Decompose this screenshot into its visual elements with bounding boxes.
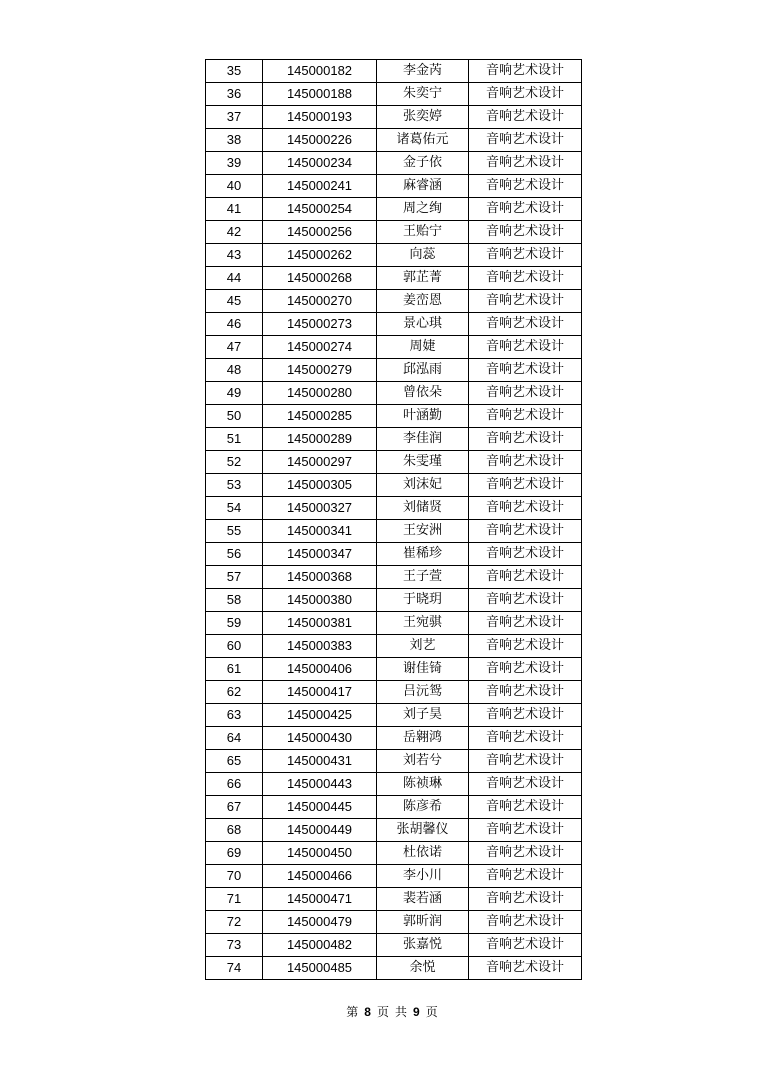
- row-number-cell: 43: [206, 244, 263, 267]
- student-name-cell: 王宛骐: [377, 612, 469, 635]
- exam-id-cell: 145000430: [263, 727, 377, 750]
- row-number-cell: 54: [206, 497, 263, 520]
- major-cell: 音响艺术设计: [469, 83, 582, 106]
- table-row: [206, 635, 582, 658]
- row-number-cell: 52: [206, 451, 263, 474]
- row-number-cell: 46: [206, 313, 263, 336]
- student-name-cell: 麻睿涵: [377, 175, 469, 198]
- exam-id-cell: 145000182: [263, 60, 377, 83]
- student-name-cell: 李小川: [377, 865, 469, 888]
- footer-total-label: 共: [395, 1005, 408, 1019]
- major-cell: 音响艺术设计: [469, 566, 582, 589]
- student-name-cell: 刘沫妃: [377, 474, 469, 497]
- table-row: [206, 451, 582, 474]
- student-name-cell: 金子依: [377, 152, 469, 175]
- student-name-cell: 姜峦恩: [377, 290, 469, 313]
- major-cell: 音响艺术设计: [469, 359, 582, 382]
- major-cell: 音响艺术设计: [469, 451, 582, 474]
- major-cell: 音响艺术设计: [469, 382, 582, 405]
- major-cell: 音响艺术设计: [469, 681, 582, 704]
- student-name-cell: 余悦: [377, 957, 469, 980]
- table-row: [206, 474, 582, 497]
- exam-id-cell: 145000368: [263, 566, 377, 589]
- student-name-cell: 岳翱鸿: [377, 727, 469, 750]
- table-row: [206, 244, 582, 267]
- table-row: [206, 106, 582, 129]
- row-number-cell: 36: [206, 83, 263, 106]
- exam-id-cell: 145000347: [263, 543, 377, 566]
- student-name-cell: 王安洲: [377, 520, 469, 543]
- exam-id-cell: 145000305: [263, 474, 377, 497]
- row-number-cell: 58: [206, 589, 263, 612]
- exam-id-cell: 145000406: [263, 658, 377, 681]
- table-row: [206, 267, 582, 290]
- major-cell: 音响艺术设计: [469, 865, 582, 888]
- row-number-cell: 47: [206, 336, 263, 359]
- major-cell: 音响艺术设计: [469, 129, 582, 152]
- exam-id-cell: 145000289: [263, 428, 377, 451]
- major-cell: 音响艺术设计: [469, 60, 582, 83]
- student-name-cell: 景心琪: [377, 313, 469, 336]
- major-cell: 音响艺术设计: [469, 796, 582, 819]
- student-name-cell: 陈祯琳: [377, 773, 469, 796]
- exam-id-cell: 145000485: [263, 957, 377, 980]
- row-number-cell: 63: [206, 704, 263, 727]
- row-number-cell: 57: [206, 566, 263, 589]
- table-row: [206, 681, 582, 704]
- major-cell: 音响艺术设计: [469, 474, 582, 497]
- major-cell: 音响艺术设计: [469, 957, 582, 980]
- table-row: [206, 175, 582, 198]
- row-number-cell: 35: [206, 60, 263, 83]
- table-row: [206, 382, 582, 405]
- student-name-cell: 向蕊: [377, 244, 469, 267]
- major-cell: 音响艺术设计: [469, 198, 582, 221]
- footer-prefix: 第: [346, 1005, 359, 1019]
- exam-id-cell: 145000425: [263, 704, 377, 727]
- exam-id-cell: 145000285: [263, 405, 377, 428]
- row-number-cell: 38: [206, 129, 263, 152]
- student-name-cell: 邱泓雨: [377, 359, 469, 382]
- row-number-cell: 41: [206, 198, 263, 221]
- exam-id-cell: 145000280: [263, 382, 377, 405]
- row-number-cell: 71: [206, 888, 263, 911]
- student-name-cell: 王子萱: [377, 566, 469, 589]
- student-name-cell: 郭芷菁: [377, 267, 469, 290]
- exam-id-cell: 145000482: [263, 934, 377, 957]
- student-name-cell: 郭昕润: [377, 911, 469, 934]
- table-row: [206, 198, 582, 221]
- table-row: [206, 727, 582, 750]
- table-row: [206, 934, 582, 957]
- exam-id-cell: 145000226: [263, 129, 377, 152]
- row-number-cell: 74: [206, 957, 263, 980]
- major-cell: 音响艺术设计: [469, 888, 582, 911]
- student-name-cell: 周之绚: [377, 198, 469, 221]
- row-number-cell: 68: [206, 819, 263, 842]
- exam-id-cell: 145000241: [263, 175, 377, 198]
- major-cell: 音响艺术设计: [469, 934, 582, 957]
- major-cell: 音响艺术设计: [469, 704, 582, 727]
- student-name-cell: 周婕: [377, 336, 469, 359]
- page-footer: [0, 1003, 784, 1020]
- row-number-cell: 64: [206, 727, 263, 750]
- table-row: [206, 773, 582, 796]
- major-cell: 音响艺术设计: [469, 842, 582, 865]
- major-cell: 音响艺术设计: [469, 336, 582, 359]
- exam-id-cell: 145000270: [263, 290, 377, 313]
- row-number-cell: 60: [206, 635, 263, 658]
- table-row: [206, 566, 582, 589]
- major-cell: 音响艺术设计: [469, 658, 582, 681]
- table-row: [206, 589, 582, 612]
- table-row: [206, 520, 582, 543]
- major-cell: 音响艺术设计: [469, 221, 582, 244]
- row-number-cell: 50: [206, 405, 263, 428]
- table-row: [206, 428, 582, 451]
- exam-id-cell: 145000341: [263, 520, 377, 543]
- student-name-cell: 刘子昊: [377, 704, 469, 727]
- footer-page-unit: 页: [376, 1005, 389, 1019]
- table-row: [206, 957, 582, 980]
- table-row: [206, 60, 582, 83]
- major-cell: 音响艺术设计: [469, 313, 582, 336]
- table-row: [206, 796, 582, 819]
- table-row: [206, 865, 582, 888]
- student-name-cell: 诸葛佑元: [377, 129, 469, 152]
- student-table-body: [206, 60, 582, 980]
- student-name-cell: 张胡馨仪: [377, 819, 469, 842]
- row-number-cell: 67: [206, 796, 263, 819]
- exam-id-cell: 145000431: [263, 750, 377, 773]
- major-cell: 音响艺术设计: [469, 635, 582, 658]
- major-cell: 音响艺术设计: [469, 106, 582, 129]
- student-table: [205, 59, 582, 980]
- exam-id-cell: 145000262: [263, 244, 377, 267]
- row-number-cell: 65: [206, 750, 263, 773]
- table-row: [206, 750, 582, 773]
- row-number-cell: 69: [206, 842, 263, 865]
- exam-id-cell: 145000450: [263, 842, 377, 865]
- exam-id-cell: 145000279: [263, 359, 377, 382]
- table-row: [206, 152, 582, 175]
- table-row: [206, 543, 582, 566]
- row-number-cell: 44: [206, 267, 263, 290]
- exam-id-cell: 145000445: [263, 796, 377, 819]
- exam-id-cell: 145000297: [263, 451, 377, 474]
- major-cell: 音响艺术设计: [469, 773, 582, 796]
- row-number-cell: 73: [206, 934, 263, 957]
- major-cell: 音响艺术设计: [469, 520, 582, 543]
- exam-id-cell: 145000381: [263, 612, 377, 635]
- major-cell: 音响艺术设计: [469, 175, 582, 198]
- row-number-cell: 37: [206, 106, 263, 129]
- major-cell: 音响艺术设计: [469, 819, 582, 842]
- exam-id-cell: 145000273: [263, 313, 377, 336]
- major-cell: 音响艺术设计: [469, 750, 582, 773]
- table-row: [206, 359, 582, 382]
- student-name-cell: 谢佳锜: [377, 658, 469, 681]
- table-row: [206, 290, 582, 313]
- row-number-cell: 56: [206, 543, 263, 566]
- exam-id-cell: 145000383: [263, 635, 377, 658]
- total-page-number: 9: [413, 1005, 420, 1019]
- row-number-cell: 39: [206, 152, 263, 175]
- student-name-cell: 吕沅鸳: [377, 681, 469, 704]
- student-name-cell: 崔稀珍: [377, 543, 469, 566]
- exam-id-cell: 145000274: [263, 336, 377, 359]
- table-row: [206, 221, 582, 244]
- student-name-cell: 刘储贤: [377, 497, 469, 520]
- major-cell: 音响艺术设计: [469, 589, 582, 612]
- row-number-cell: 72: [206, 911, 263, 934]
- exam-id-cell: 145000254: [263, 198, 377, 221]
- student-name-cell: 王贻宁: [377, 221, 469, 244]
- row-number-cell: 62: [206, 681, 263, 704]
- exam-id-cell: 145000268: [263, 267, 377, 290]
- student-name-cell: 刘若兮: [377, 750, 469, 773]
- table-row: [206, 497, 582, 520]
- row-number-cell: 45: [206, 290, 263, 313]
- footer-total-unit: 页: [425, 1005, 438, 1019]
- major-cell: 音响艺术设计: [469, 290, 582, 313]
- row-number-cell: 55: [206, 520, 263, 543]
- major-cell: 音响艺术设计: [469, 428, 582, 451]
- row-number-cell: 48: [206, 359, 263, 382]
- exam-id-cell: 145000417: [263, 681, 377, 704]
- exam-id-cell: 145000234: [263, 152, 377, 175]
- exam-id-cell: 145000466: [263, 865, 377, 888]
- row-number-cell: 49: [206, 382, 263, 405]
- table-row: [206, 704, 582, 727]
- row-number-cell: 70: [206, 865, 263, 888]
- student-name-cell: 叶涵勤: [377, 405, 469, 428]
- student-name-cell: 曾依朵: [377, 382, 469, 405]
- student-name-cell: 朱奕宁: [377, 83, 469, 106]
- exam-id-cell: 145000471: [263, 888, 377, 911]
- table-row: [206, 129, 582, 152]
- table-row: [206, 911, 582, 934]
- table-row: [206, 612, 582, 635]
- table-row: [206, 888, 582, 911]
- major-cell: 音响艺术设计: [469, 267, 582, 290]
- exam-id-cell: 145000380: [263, 589, 377, 612]
- student-name-cell: 杜依诺: [377, 842, 469, 865]
- major-cell: 音响艺术设计: [469, 497, 582, 520]
- student-name-cell: 李金芮: [377, 60, 469, 83]
- exam-id-cell: 145000256: [263, 221, 377, 244]
- student-name-cell: 裴若涵: [377, 888, 469, 911]
- major-cell: 音响艺术设计: [469, 244, 582, 267]
- student-name-cell: 陈彦希: [377, 796, 469, 819]
- table-row: [206, 405, 582, 428]
- student-name-cell: 刘艺: [377, 635, 469, 658]
- major-cell: 音响艺术设计: [469, 543, 582, 566]
- table-row: [206, 658, 582, 681]
- student-name-cell: 于晓玥: [377, 589, 469, 612]
- current-page-number: 8: [364, 1005, 371, 1019]
- row-number-cell: 42: [206, 221, 263, 244]
- major-cell: 音响艺术设计: [469, 911, 582, 934]
- exam-id-cell: 145000188: [263, 83, 377, 106]
- student-name-cell: 朱雯瑾: [377, 451, 469, 474]
- student-name-cell: 李佳润: [377, 428, 469, 451]
- row-number-cell: 51: [206, 428, 263, 451]
- student-name-cell: 张嘉悦: [377, 934, 469, 957]
- row-number-cell: 40: [206, 175, 263, 198]
- table-row: [206, 336, 582, 359]
- row-number-cell: 53: [206, 474, 263, 497]
- major-cell: 音响艺术设计: [469, 152, 582, 175]
- major-cell: 音响艺术设计: [469, 612, 582, 635]
- major-cell: 音响艺术设计: [469, 405, 582, 428]
- major-cell: 音响艺术设计: [469, 727, 582, 750]
- exam-id-cell: 145000449: [263, 819, 377, 842]
- table-row: [206, 819, 582, 842]
- exam-id-cell: 145000479: [263, 911, 377, 934]
- student-name-cell: 张奕婷: [377, 106, 469, 129]
- table-row: [206, 83, 582, 106]
- row-number-cell: 61: [206, 658, 263, 681]
- exam-id-cell: 145000327: [263, 497, 377, 520]
- exam-id-cell: 145000193: [263, 106, 377, 129]
- row-number-cell: 66: [206, 773, 263, 796]
- table-row: [206, 842, 582, 865]
- table-row: [206, 313, 582, 336]
- exam-id-cell: 145000443: [263, 773, 377, 796]
- row-number-cell: 59: [206, 612, 263, 635]
